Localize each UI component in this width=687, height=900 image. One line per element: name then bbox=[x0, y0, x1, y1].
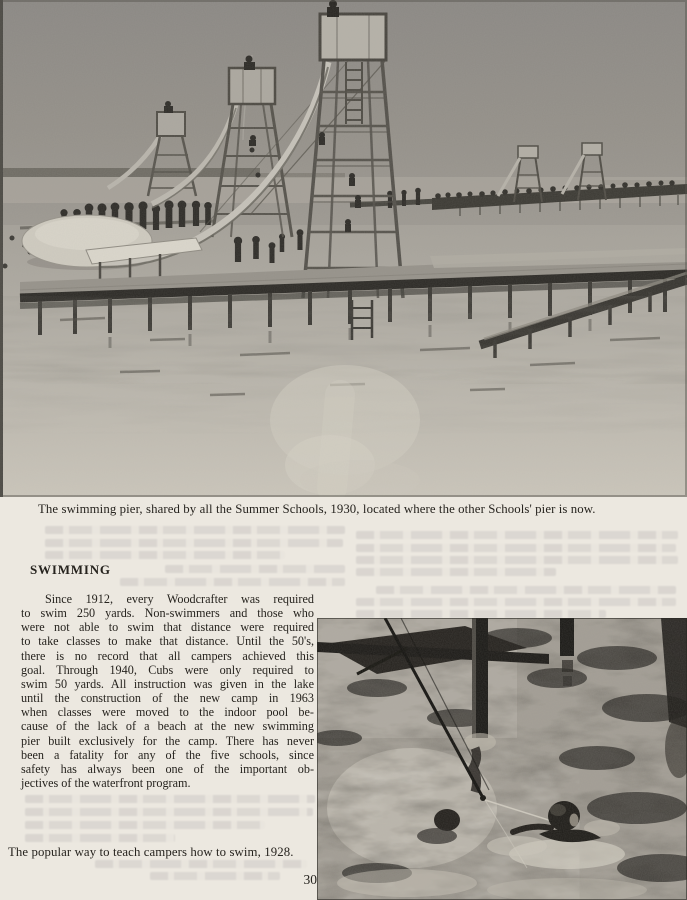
paragraph-line: to swim 250 yards. Non-swimmers and those who bbox=[21, 606, 314, 621]
swim-lesson-scene bbox=[317, 618, 687, 900]
bleed-through-line bbox=[45, 551, 285, 559]
section-heading: SWIMMING bbox=[30, 562, 111, 577]
bleed-through-line bbox=[356, 568, 556, 576]
bleed-through-line bbox=[25, 808, 313, 816]
bleed-through-line bbox=[25, 795, 315, 803]
bleed-through-line bbox=[376, 586, 676, 594]
paragraph-line: cause of the lack of a beach at the new swimming bbox=[21, 719, 314, 734]
bleed-through-line bbox=[356, 556, 678, 564]
swim-lesson-photo bbox=[317, 618, 687, 900]
paragraph-line: jectives of the waterfront program. bbox=[21, 776, 191, 791]
bleed-through-line bbox=[45, 539, 343, 547]
paragraph-line: Since 1912, every Woodcrafter was required bbox=[45, 592, 314, 606]
bottom-photo-caption: The popular way to teach campers how to swim, 1928. bbox=[8, 845, 294, 859]
paragraph-line: when classes were moved to the indoor pool be- bbox=[21, 705, 314, 720]
bleed-through-line bbox=[120, 578, 345, 586]
bleed-through-line bbox=[25, 821, 265, 829]
paragraph-line: safety has always been one of the important ob- bbox=[21, 761, 314, 776]
paragraph-line: until the construction of the new camp in 1963 bbox=[21, 691, 314, 706]
film-grain bbox=[317, 618, 687, 900]
bleed-through-line bbox=[356, 610, 606, 618]
paragraph-line: pier built exclusively for the camp. There has never bbox=[21, 733, 314, 748]
bleed-through-line bbox=[165, 565, 345, 573]
bleed-through-line bbox=[150, 872, 280, 880]
body-paragraph bbox=[21, 592, 314, 790]
paragraph-line: swim 50 yards. All instruction was given in the lake bbox=[21, 676, 314, 691]
bleed-through-line bbox=[45, 526, 345, 534]
top-photo-caption: The swimming pier, shared by all the Summer Schools, 1930, located where the other Schools' pier is now. bbox=[38, 502, 596, 516]
paragraph-line: goal. Through 1940, Cubs were only required to bbox=[21, 662, 314, 677]
paragraph-line: there is no record that all campers achieved this bbox=[21, 648, 314, 663]
paragraph-line: were not able to swim that distance were required bbox=[21, 620, 314, 635]
paragraph-line: been a fatality for any of the five schools, since bbox=[21, 747, 314, 762]
bleed-through-line bbox=[25, 834, 175, 842]
paragraph-line: to take classes to make that distance. Until the 50's, bbox=[21, 634, 314, 649]
page-number: 30 bbox=[303, 872, 317, 887]
bleed-through-line bbox=[95, 860, 307, 868]
bleed-through-line bbox=[356, 598, 676, 606]
bleed-through-line bbox=[356, 531, 678, 539]
bleed-through-line bbox=[356, 544, 676, 552]
